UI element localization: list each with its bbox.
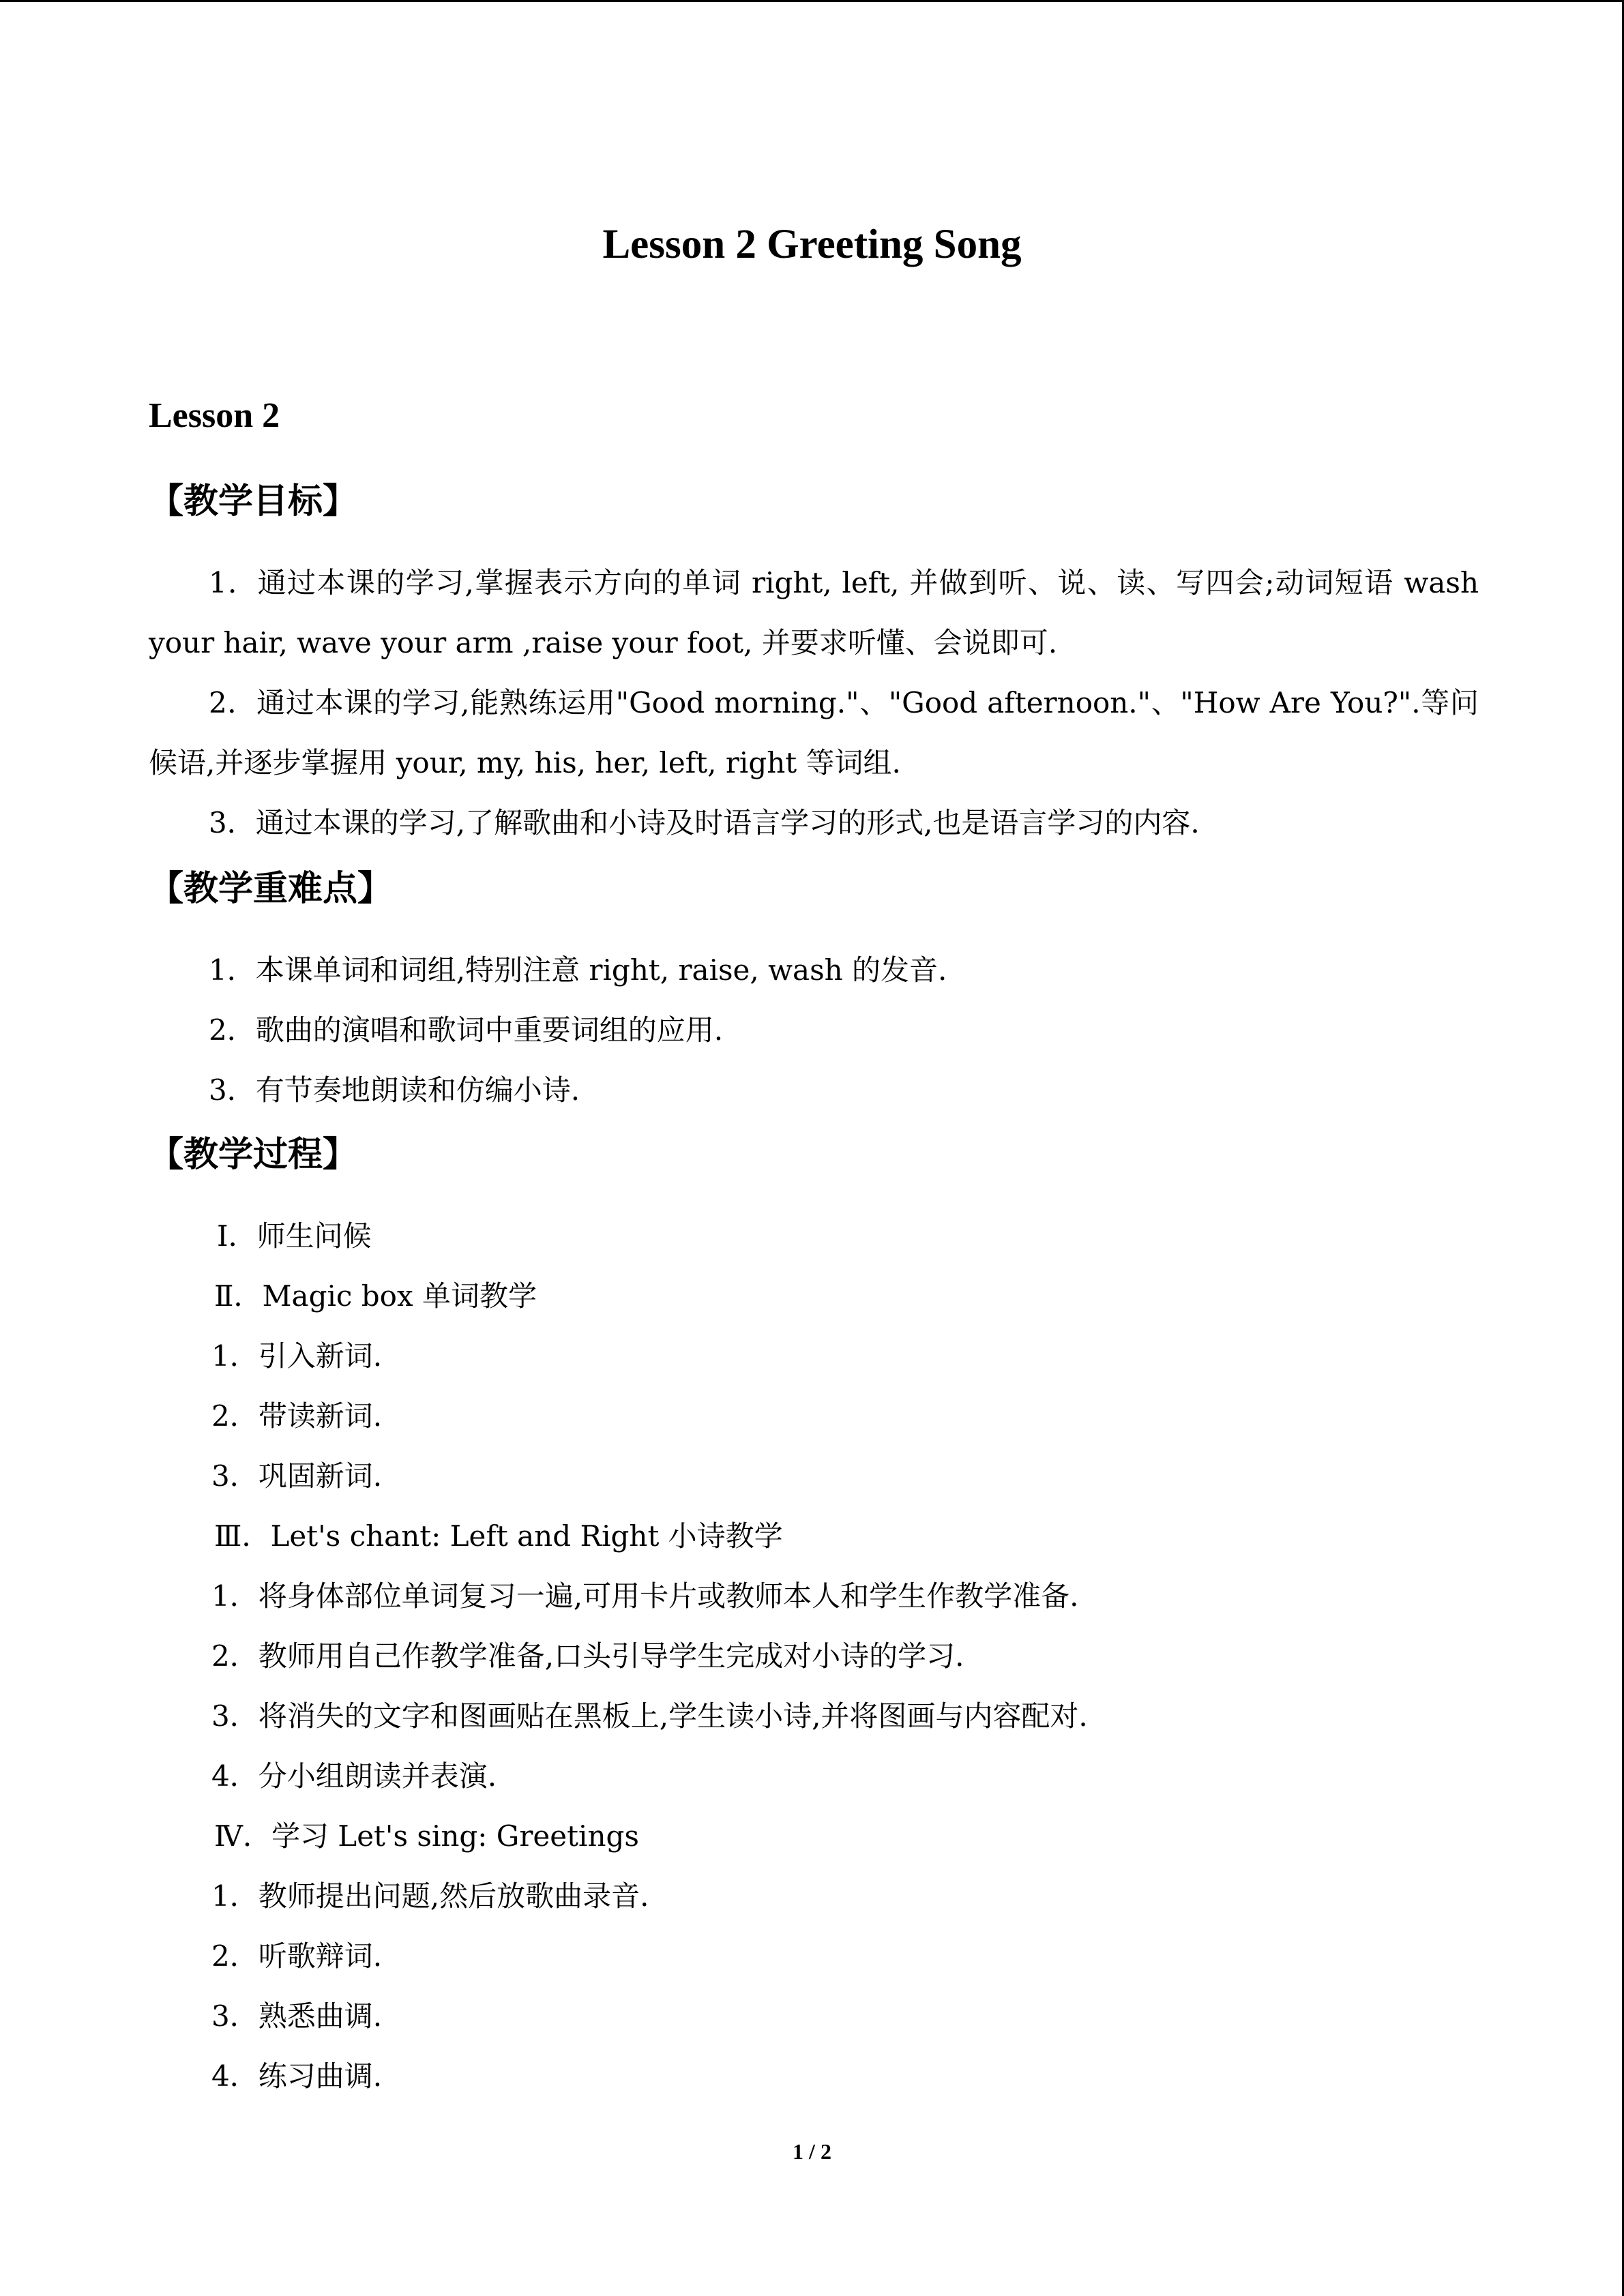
process-line: 4．练习曲调. <box>211 2059 383 2093</box>
process-line: 3．巩固新词. <box>211 1459 383 1493</box>
process-line: 1．将身体部位单词复习一遍,可用卡片或教师本人和学生作教学准备. <box>211 1579 1079 1613</box>
key-points-heading: 【教学重难点】 <box>149 869 393 909</box>
process-step-greeting: Ⅰ．师生问候 <box>217 1219 372 1253</box>
key-point-item-2: 2．歌曲的演唱和歌词中重要词组的应用. <box>209 1013 724 1047</box>
key-point-item-1: 1．本课单词和词组,特别注意 right, raise, wash 的发音. <box>209 953 947 987</box>
process-line: 1．引入新词. <box>211 1339 383 1373</box>
process-line: 2．带读新词. <box>211 1399 383 1433</box>
process-line: 3．熟悉曲调. <box>211 1999 383 2033</box>
process-line: 3．将消失的文字和图画贴在黑板上,学生读小诗,并将图画与内容配对. <box>211 1699 1088 1733</box>
process-step-sing: Ⅳ．学习 Let's sing: Greetings <box>214 1819 639 1853</box>
process-line: 1．教师提出问题,然后放歌曲录音. <box>211 1879 649 1913</box>
lesson-label: Lesson 2 <box>149 396 280 435</box>
process-line: 2．教师用自己作教学准备,口头引导学生完成对小诗的学习. <box>211 1639 964 1673</box>
process-line: 4．分小组朗读并表演. <box>211 1759 497 1793</box>
objective-item-3: 3．通过本课的学习,了解歌曲和小诗及时语言学习的形式,也是语言学习的内容. <box>209 806 1200 839</box>
key-point-item-3: 3．有节奏地朗读和仿编小诗. <box>209 1073 580 1107</box>
objective-item-1: 1．通过本课的学习,掌握表示方向的单词 right, left, 并做到听、说、读、写四会;动词短语 wash your hair, wave your arm ,raise your foot, 并要求听懂、会说即可. <box>149 566 1479 659</box>
page-number: 1 / 2 <box>793 2139 831 2164</box>
process-step-chant: Ⅲ．Let's chant: Left and Right 小诗教学 <box>214 1519 783 1553</box>
objectives-heading: 【教学目标】 <box>149 481 358 522</box>
objective-item-2: 2．通过本课的学习,能熟练运用"Good morning."、"Good afternoon."、"How Are You?".等问候语,并逐步掌握用 your, my, his, her, left, right 等词组. <box>149 686 1479 779</box>
document-title: Lesson 2 Greeting Song <box>602 222 1022 267</box>
process-heading: 【教学过程】 <box>149 1135 358 1175</box>
process-line: 2．听歌辩词. <box>211 1939 383 1973</box>
process-step-magic-box: Ⅱ．Magic box 单词教学 <box>214 1279 537 1313</box>
